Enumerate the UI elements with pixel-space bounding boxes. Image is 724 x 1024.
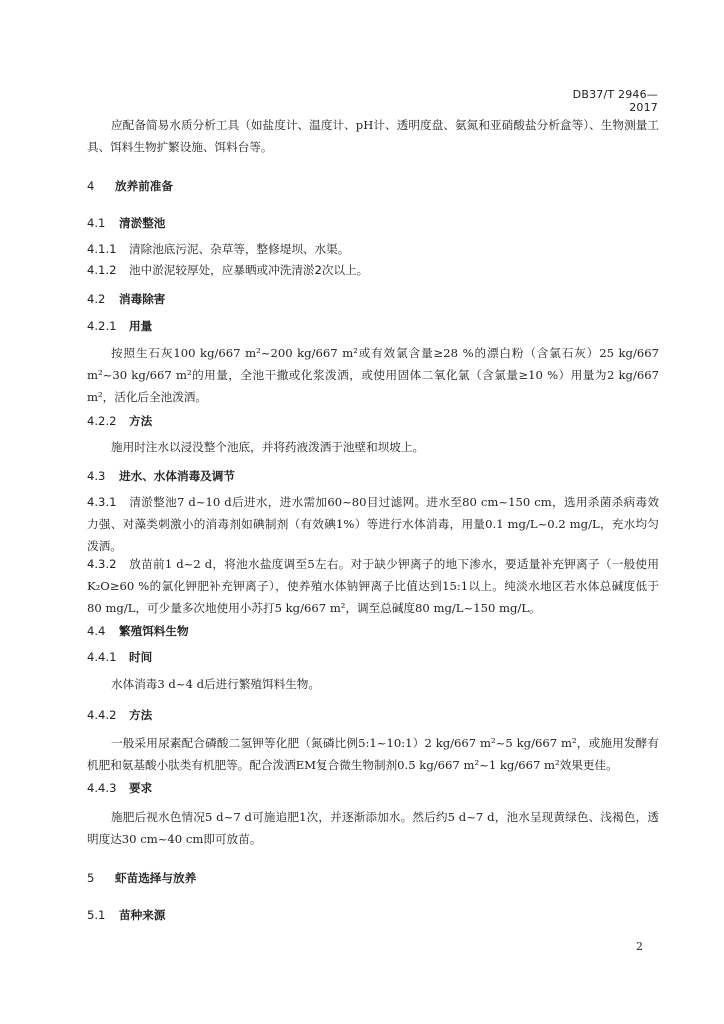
clause-4-3-1 <box>87 491 659 557</box>
heading-number: 5.1 <box>87 908 106 922</box>
heading-title: 方法 <box>129 414 153 428</box>
heading-4-4-1 <box>87 648 659 666</box>
heading-title: 进水、水体消毒及调节 <box>119 469 235 483</box>
heading-number: 4.1 <box>87 216 106 230</box>
heading-4-2-1 <box>87 317 659 335</box>
heading-title: 清淤整池 <box>119 216 166 230</box>
heading-number: 4.3 <box>87 469 106 483</box>
heading-number: 4.2 <box>87 292 106 306</box>
clause-text: 池中淤泥较厚处，应暴晒或冲洗清淤2次以上。 <box>129 263 369 277</box>
heading-4-4-3 <box>87 779 659 797</box>
heading-5 <box>87 869 659 887</box>
heading-4-1 <box>87 214 659 232</box>
paragraph-fertilizer: 一般采用尿素配合磷酸二氢钾等化肥（氮磷比例5:1~10:1）2 kg/667 m²~5 kg/667 m²，或施用发酵有机肥和氨基酸小肽类有机肥等。配合泼洒EM复合微生物制剂0.5 kg/667 m²~1 kg/667 m²效果更佳。 <box>87 736 659 772</box>
heading-title: 放养前准备 <box>115 179 173 193</box>
heading-title: 消毒除害 <box>119 292 166 306</box>
clause-number: 4.3.2 <box>87 557 117 571</box>
heading-number: 4 <box>87 179 95 193</box>
heading-number: 5 <box>87 871 95 885</box>
heading-4-3 <box>87 467 659 485</box>
clause-number: 4.1.1 <box>87 242 117 256</box>
heading-number: 4.2.2 <box>87 414 117 428</box>
paragraph-timing: 水体消毒3 d~4 d后进行繁殖饵料生物。 <box>111 677 320 691</box>
paragraph-method: 施用时注水以浸没整个池底，并将药液泼洒于池壁和坝坡上。 <box>111 440 425 454</box>
heading-title: 虾苗选择与放养 <box>115 871 197 885</box>
heading-title: 繁殖饵料生物 <box>119 624 189 638</box>
clause-number: 4.1.2 <box>87 263 117 277</box>
heading-title: 时间 <box>129 650 153 664</box>
heading-4-4 <box>87 622 659 640</box>
clause-4-1-2 <box>87 261 659 279</box>
paragraph-dosage: 按照生石灰100 kg/667 m²~200 kg/667 m²或有效氯含量≥28 %的漂白粉（含氯石灰）25 kg/667 m²~30 kg/667 m²的用量，全池干撒或化浆泼洒，或使用固体二氧化氯（含氯量≥10 %）用量为2 kg/667 m²，活化后全池泼洒。 <box>87 346 659 404</box>
page-number: 2 <box>636 940 643 953</box>
paragraph-requirement: 施肥后视水色情况5 d~7 d可施追肥1次，并逐渐添加水。然后约5 d~7 d，池水呈现黄绿色、浅褐色，透明度达30 cm~40 cm即可放苗。 <box>87 810 659 846</box>
heading-number: 4.4 <box>87 624 106 638</box>
heading-4-2-2 <box>87 412 659 430</box>
heading-4-4-2 <box>87 706 659 724</box>
clause-text: 放苗前1 d~2 d，将池水盐度调至5左右。对于缺少钾离子的地下渗水，要适量补充钾离子（一般使用K₂O≥60 %的氯化钾肥补充钾离子），使养殖水体钠钾离子比值达到15:1以上。纯淡水地区若水体总碱度低于80 mg/L，可少量多次地使用小苏打5 kg/667 m²，调至总碱度80 mg/L~150 mg/L。 <box>87 557 659 615</box>
paragraph-tools: 应配备简易水质分析工具（如盐度计、温度计、pH计、透明度盘、氨氮和亚硝酸盐分析盒等）、生物测量工具、饵料生物扩繁设施、饵料台等。 <box>87 118 659 154</box>
heading-title: 要求 <box>129 781 153 795</box>
heading-number: 4.4.1 <box>87 650 117 664</box>
clause-number: 4.3.1 <box>87 495 117 509</box>
heading-number: 4.2.1 <box>87 319 117 333</box>
heading-4-2 <box>87 290 659 308</box>
document-code: DB37/T 2946—2017 <box>572 88 658 114</box>
heading-number: 4.4.3 <box>87 781 117 795</box>
heading-4 <box>87 177 659 195</box>
heading-5-1 <box>87 906 659 924</box>
clause-4-3-2 <box>87 553 659 619</box>
clause-4-1-1 <box>87 240 659 258</box>
heading-title: 用量 <box>129 319 153 333</box>
heading-title: 方法 <box>129 708 153 722</box>
heading-title: 苗种来源 <box>119 908 166 922</box>
heading-number: 4.4.2 <box>87 708 117 722</box>
clause-text: 清淤整池7 d~10 d后进水，进水需加60~80目过滤网。进水至80 cm~150 cm，选用杀菌杀病毒效力强、对藻类刺激小的消毒剂如碘制剂（有效碘1%）等进行水体消毒，用量0.1 mg/L~0.2 mg/L，充水均匀泼洒。 <box>87 495 659 553</box>
clause-text: 清除池底污泥、杂草等，整修堤坝、水渠。 <box>129 242 350 256</box>
